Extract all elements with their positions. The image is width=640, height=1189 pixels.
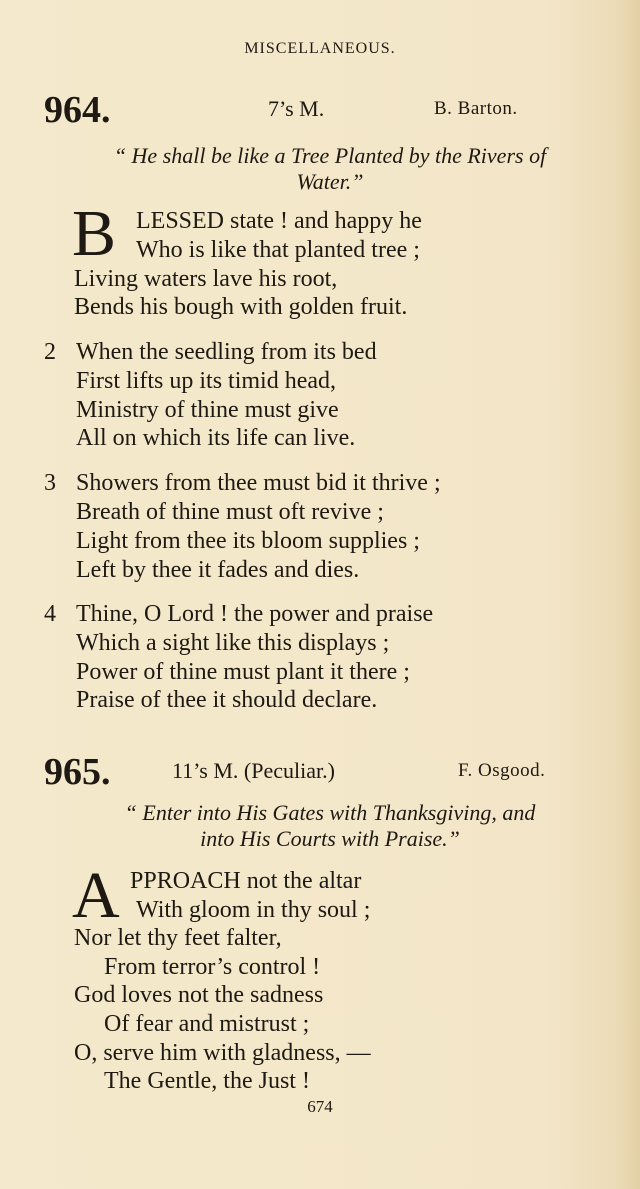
drop-cap: B xyxy=(72,197,117,270)
verse-line: Of fear and mistrust ; xyxy=(104,1011,310,1037)
verse-line: PPROACH not the altar xyxy=(130,868,362,894)
verse-line: Thine, O Lord ! the power and praise xyxy=(76,601,434,627)
hymn-964-epigraph xyxy=(60,143,600,195)
hymn-964-header xyxy=(0,88,640,131)
epigraph-line: into His Courts with Praise.” xyxy=(200,826,460,851)
hymn-meter: 11’s M. (Peculiar.) xyxy=(172,758,335,783)
verse-line: First lifts up its timid head, xyxy=(76,368,337,394)
epigraph-line: “ Enter into His Gates with Thanksgiving, and xyxy=(124,800,536,825)
hymn-965-header xyxy=(0,750,640,793)
verse-line: LESSED state ! and happy he xyxy=(136,208,422,234)
verse-line: Nor let thy feet falter, xyxy=(74,925,282,951)
verse-line: Bends his bough with golden fruit. xyxy=(74,294,408,320)
verse-line: Who is like that planted tree ; xyxy=(136,237,420,263)
verse-line: From terror’s control ! xyxy=(104,954,321,980)
verse-line: The Gentle, the Just ! xyxy=(104,1068,310,1094)
verse-line: Ministry of thine must give xyxy=(76,397,339,423)
verse-line: Living waters lave his root, xyxy=(74,266,338,292)
verse-line: Power of thine must plant it there ; xyxy=(76,659,410,685)
hymn-author: F. Osgood. xyxy=(458,760,546,781)
hymn-number: 965. xyxy=(44,751,111,793)
stanza-number: 2 xyxy=(44,339,56,365)
verse-line: Showers from thee must bid it thrive ; xyxy=(76,470,441,496)
verse-line: Which a sight like this displays ; xyxy=(76,630,390,656)
stanza-number: 4 xyxy=(44,601,56,627)
hymn-965-epigraph xyxy=(60,800,600,852)
verse-line: Light from thee its bloom supplies ; xyxy=(76,528,420,554)
verse-line: Praise of thee it should declare. xyxy=(76,687,378,713)
verse-line: Left by thee it fades and dies. xyxy=(76,557,360,583)
hymn-author: B. Barton. xyxy=(434,98,518,119)
running-head: MISCELLANEOUS. xyxy=(244,40,396,57)
verse-line: God loves not the sadness xyxy=(74,982,324,1008)
verse-line: Breath of thine must oft revive ; xyxy=(76,499,384,525)
epigraph-line: “ He shall be like a Tree Planted by the Rivers of xyxy=(113,143,547,168)
page-number: 674 xyxy=(307,1097,333,1116)
verse-line: When the seedling from its bed xyxy=(76,339,377,365)
epigraph-line: Water.” xyxy=(296,169,364,194)
stanza-number: 3 xyxy=(44,470,56,496)
verse-line: O, serve him with gladness, — xyxy=(74,1040,371,1066)
verse-line: With gloom in thy soul ; xyxy=(136,897,371,923)
hymn-meter: 7’s M. xyxy=(268,96,325,121)
drop-cap: A xyxy=(72,859,120,932)
hymn-number: 964. xyxy=(44,89,111,131)
verse-line: All on which its life can live. xyxy=(76,425,356,451)
